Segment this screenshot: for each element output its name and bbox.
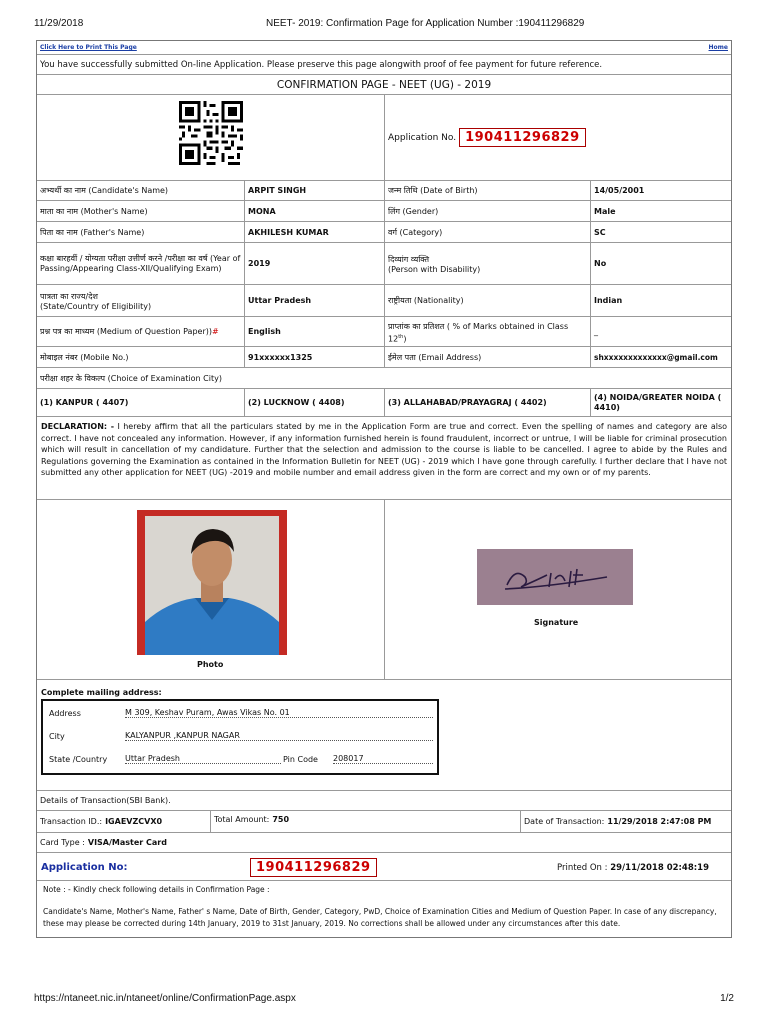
application-footer-row <box>37 853 731 881</box>
footer-application-label: Application No: <box>41 862 128 873</box>
person-photo-icon <box>137 510 287 655</box>
transaction-row <box>37 811 731 833</box>
notice-row <box>37 55 731 75</box>
print-date: 11/29/2018 <box>34 18 84 29</box>
year-value: 2019 <box>245 243 385 284</box>
card-row <box>37 833 731 853</box>
marks-label-text: प्राप्तांक का प्रतिशत ( % of Marks obtained in Class 12 <box>388 322 569 344</box>
photo-signature-row <box>37 500 731 680</box>
city-choice-label: परीक्षा शहर के विकल्प (Choice of Examination City) <box>40 373 222 383</box>
transaction-id-label: Transaction ID.: <box>40 817 103 826</box>
city-choice-3: (3) ALLAHABAD/PRAYAGRAJ ( 4402) <box>385 389 591 416</box>
city-label: City <box>49 732 65 741</box>
signature-icon <box>477 549 633 605</box>
city-label-row <box>37 368 731 389</box>
state-value: Uttar Pradesh <box>245 285 385 316</box>
mother-row <box>37 201 731 222</box>
nationality-value: Indian <box>594 296 623 305</box>
browser-print-footer <box>34 993 734 1004</box>
pwd-label-hi: दिव्यांग व्यक्ति <box>388 254 430 264</box>
card-type <box>37 833 731 852</box>
application-cell <box>385 95 731 180</box>
city-choice-2: (2) LUCKNOW ( 4408) <box>245 389 385 416</box>
medium-value: English <box>245 317 385 346</box>
notice-text: You have successfully submitted On-line Application. Please preserve this page alongwith proof of fee payment for future reference. <box>40 59 603 70</box>
dob-value: 14/05/2001 <box>594 186 645 195</box>
marks-label-sup: th <box>398 334 404 340</box>
printed-on <box>557 863 709 873</box>
pwd-value: No <box>594 259 607 268</box>
candidate-photo <box>137 510 287 655</box>
declaration-text: I hereby affirm that all the particulars stated by me in the Application Form are true and correct. Even the spelling of names and category are also correct. I have not concealed any information. However, if any information furnished herein is found fraudulent, incorrect or untrue, I will be liable for criminal prosecution which will result in cancellation of my candidature. Further that the selection and admission to the course is liable to be cancelled. I agree to abide by the Rules and Regulations governing the Examination as contained in the Information Bulletin for NEET (UG) - 2019 which I have gone through carefully. I further declare that I have not submitted any other application for NEET (UG) -2019 and mobile number and email address given in the form are correct and my own or of my parents. <box>41 422 728 478</box>
print-title: NEET- 2019: Confirmation Page for Application Number :190411296829 <box>266 18 585 29</box>
note-title: Note : - Kindly check following details in Confirmation Page : <box>43 885 270 894</box>
dob-label: जन्म तिथि (Date of Birth) <box>385 181 591 200</box>
transaction-date <box>521 811 731 832</box>
transaction-amount <box>211 811 521 832</box>
medium-label <box>37 317 245 346</box>
cities-row <box>37 389 731 417</box>
category-label: वर्ग (Category) <box>385 222 591 242</box>
mobile-label: मोबाइल नंबर (Mobile No.) <box>37 347 245 367</box>
transaction-heading-row <box>37 791 731 811</box>
state-country-label: State /Country <box>49 755 108 764</box>
mobile-row <box>37 347 731 368</box>
declaration-label: DECLARATION: - <box>41 422 115 431</box>
address-row <box>37 680 731 791</box>
transaction-id <box>37 811 211 832</box>
candidate-name-label: अभ्यर्थी का नाम (Candidate's Name) <box>37 181 245 200</box>
marks-label <box>385 317 591 346</box>
signature-image <box>477 549 633 605</box>
amount-value: 750 <box>272 815 290 824</box>
father-label: पिता का नाम (Father's Name) <box>37 222 245 242</box>
gender-value: Male <box>594 206 616 216</box>
application-number: 190411296829 <box>459 128 586 147</box>
city-choice-4: (4) NOIDA/GREATER NOIDA ( 4410) <box>594 392 722 412</box>
address-heading: Complete mailing address: <box>41 688 162 697</box>
marks-value: _ <box>594 327 598 336</box>
page-title: CONFIRMATION PAGE - NEET (UG) - 2019 <box>276 78 492 91</box>
pwd-label-en: (Person with Disability) <box>388 264 481 274</box>
note-section <box>37 881 731 939</box>
year-label: कक्षा बारहवीं / योग्यता परीक्षा उत्तीर्ण करने /परीक्षा का वर्ष (Year of Passing/Appearing Class-XII/Qualifying Exam) <box>37 243 245 284</box>
address-value: M 309, Keshav Puram, Awas Vikas No. 01 <box>125 708 433 718</box>
declaration-row <box>37 417 731 500</box>
card-type-label: Card Type : <box>40 838 85 847</box>
title-row <box>37 75 731 95</box>
qr-code-icon <box>179 101 243 165</box>
declaration <box>41 421 727 479</box>
card-type-value: VISA/Master Card <box>87 838 167 847</box>
mobile-value: 91xxxxxx1325 <box>245 347 385 367</box>
state-label-hi: पात्रता का राज्य/देश <box>40 291 98 301</box>
amount-label: Total Amount: <box>214 815 270 824</box>
email-label: ईमेल पता (Email Address) <box>385 347 591 367</box>
printed-on-label: Printed On : <box>556 863 608 873</box>
transaction-date-value: 11/29/2018 2:47:08 PM <box>607 817 712 826</box>
medium-row <box>37 317 731 347</box>
transaction-id-value: IGAEVZCVX0 <box>105 817 163 826</box>
year-row <box>37 243 731 285</box>
footer-application-number: 190411296829 <box>250 858 377 877</box>
print-link[interactable]: Click Here to Print This Page <box>40 44 137 51</box>
transaction-date-label: Date of Transaction: <box>524 817 605 826</box>
city-choice-1: (1) KANPUR ( 4407) <box>37 389 245 416</box>
marks-label-close: ) <box>403 334 407 344</box>
state-country-value: Uttar Pradesh <box>125 754 281 764</box>
note-text: Candidate's Name, Mother's Name, Father' s Name, Date of Birth, Gender, Category, PwD, Choice of Examination Cities and Medium of Question Paper. In case of any discrepancy, these may please be corrected during 14th January, 2019 to 31st January, 2019. No corrections shall be allowed under any circumstances after this date. <box>43 907 717 928</box>
mother-label: माता का नाम (Mother's Name) <box>37 201 245 221</box>
pin-label: Pin Code <box>283 755 318 764</box>
print-url: https://ntaneet.nic.in/ntaneet/online/ConfirmationPage.aspx <box>34 993 296 1004</box>
nationality-label: राष्ट्रीयता (Nationality) <box>385 285 591 316</box>
state-label-en: (State/Country of Eligibility) <box>40 301 152 311</box>
category-value: SC <box>594 227 606 237</box>
qr-row <box>37 95 731 181</box>
father-row <box>37 222 731 243</box>
mother-value: MONA <box>245 201 385 221</box>
candidate-row <box>37 181 731 201</box>
pin-value: 208017 <box>333 754 433 764</box>
application-label: Application No. <box>388 132 457 143</box>
state-row <box>37 285 731 317</box>
photo-label: Photo <box>197 660 224 669</box>
father-value: AKHILESH KUMAR <box>245 222 385 242</box>
state-label <box>37 285 245 316</box>
print-page-number: 1/2 <box>720 993 734 1004</box>
transaction-heading: Details of Transaction(SBI Bank). <box>40 796 171 805</box>
pwd-label <box>385 243 591 284</box>
candidate-name: ARPIT SINGH <box>245 181 385 200</box>
links-row <box>37 41 731 55</box>
address-label: Address <box>49 709 81 718</box>
city-value: KALYANPUR ,KANPUR NAGAR <box>125 731 433 741</box>
confirmation-page <box>36 40 732 938</box>
home-link[interactable]: Home <box>708 44 728 51</box>
signature-label: Signature <box>534 618 579 627</box>
medium-label-text: प्रश्न पत्र का माध्यम (Medium of Question Paper)) <box>40 327 212 336</box>
gender-label: लिंग (Gender) <box>385 201 591 221</box>
email-value: shxxxxxxxxxxxxx@gmail.com <box>594 352 718 362</box>
address-box <box>41 699 439 775</box>
printed-on-value: 29/11/2018 02:48:19 <box>610 863 709 873</box>
medium-star: # <box>211 327 219 336</box>
